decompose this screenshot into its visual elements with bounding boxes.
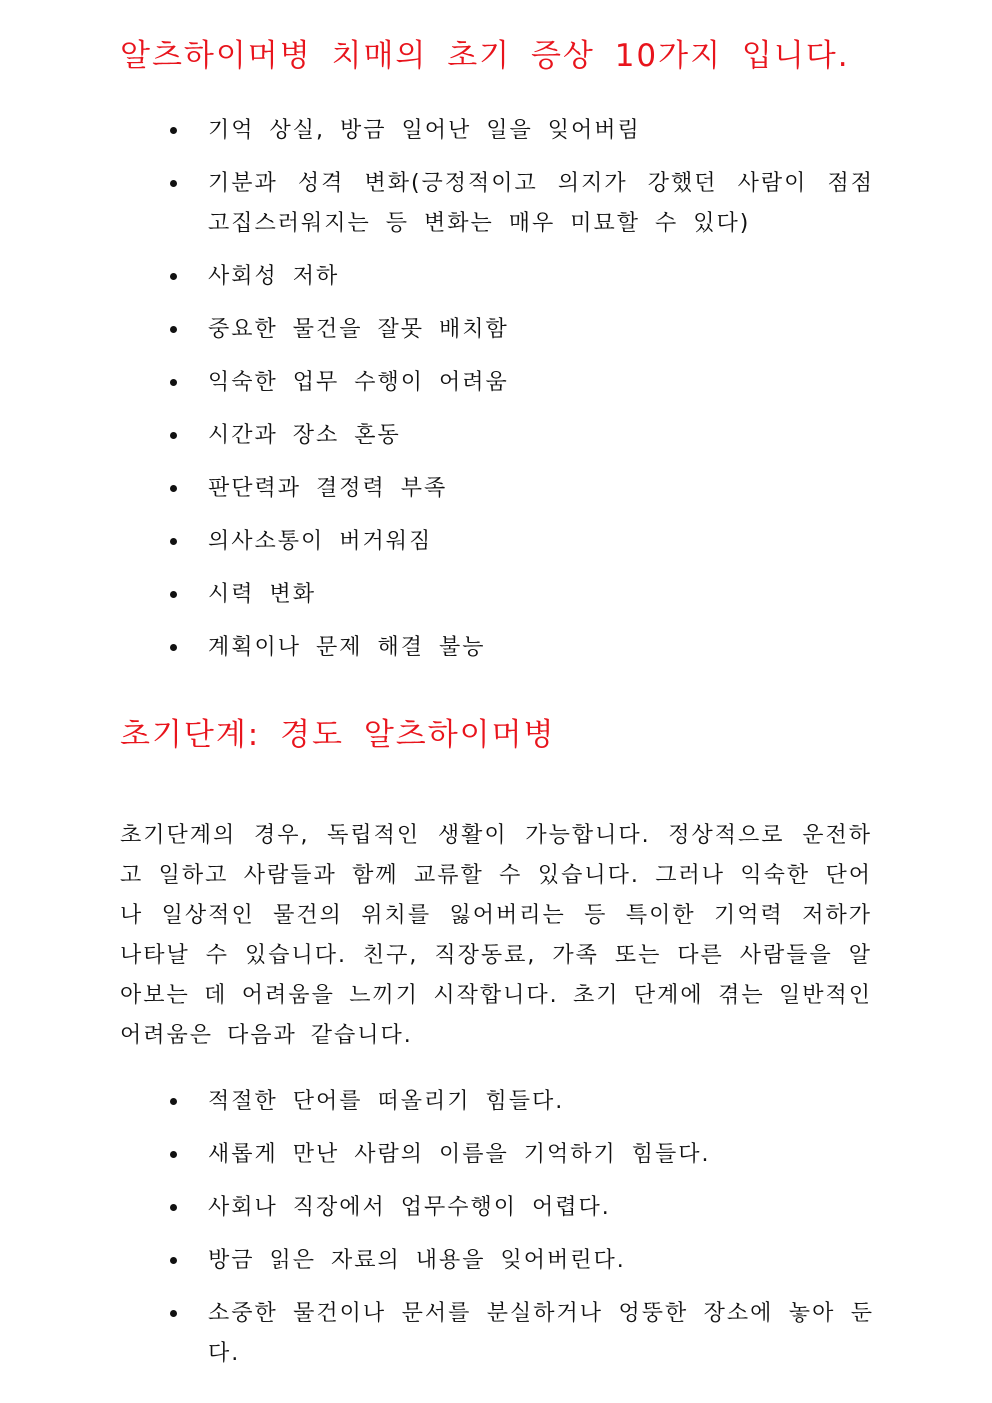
list-item-text: 새롭게 만난 사람의 이름을 기억하기 힘들다. (208, 1142, 711, 1167)
bullet-icon (170, 1204, 177, 1211)
bullet-icon (170, 273, 177, 280)
list-item-text: 의사소통이 버거워짐 (208, 529, 433, 554)
bullet-icon (170, 1098, 177, 1105)
list-item (168, 164, 874, 244)
bullet-icon (170, 591, 177, 598)
list-item (168, 257, 874, 297)
early-stage-paragraph: 초기단계의 경우, 독립적인 생활이 가능합니다. 정상적으로 운전하고 일하고 사람들과 함께 교류할 수 있습니다. 그러나 익숙한 단어나 일상적인 물건의 위치를 잃어버리는 등 특이한 기억력 저하가 나타날 수 있습니다. 친구, 직장동료, 가족 또는 다른 사람들을 알아보는 데 어려움을 느끼기 시작합니다. 초기 단계에 겪는 일반적인 어려움은 다음과 같습니다. (120, 823, 872, 1048)
bullet-icon (170, 485, 177, 492)
bullet-icon (170, 127, 177, 134)
bullet-icon (170, 1151, 177, 1158)
list-item-text: 판단력과 결정력 부족 (208, 476, 448, 501)
list-item (168, 1082, 874, 1122)
bullet-icon (170, 1257, 177, 1264)
list-item-text: 중요한 물건을 잘못 배치함 (208, 317, 509, 342)
bullet-icon (170, 644, 177, 651)
list-item-text: 기억 상실, 방금 일어난 일을 잊어버림 (208, 118, 641, 143)
bullet-icon (170, 1310, 177, 1317)
list-item-text: 사회성 저하 (208, 264, 340, 289)
heading-early-symptoms: 알츠하이머병 치매의 초기 증상 10가지 입니다. (120, 38, 850, 74)
list-item (168, 469, 874, 509)
list-item (168, 111, 874, 151)
list-item (168, 416, 874, 456)
list-item (168, 1135, 874, 1175)
list-item-text: 사회나 직장에서 업무수행이 어렵다. (208, 1195, 611, 1220)
bullet-icon (170, 432, 177, 439)
list-item-text: 소중한 물건이나 문서를 분실하거나 엉뚱한 장소에 놓아 둔다. (208, 1301, 874, 1366)
list-item (168, 522, 874, 562)
list-item-text: 기분과 성격 변화(긍정적이고 의지가 강했던 사람이 점점 고집스러워지는 등 변화는 매우 미묘할 수 있다) (208, 171, 874, 236)
bullet-icon (170, 379, 177, 386)
symptom-list (168, 111, 874, 681)
list-item (168, 1241, 874, 1281)
heading-early-stage: 초기단계: 경도 알츠하이머병 (120, 717, 556, 753)
list-item (168, 575, 874, 615)
list-item (168, 363, 874, 403)
list-item-text: 시간과 장소 혼동 (208, 423, 401, 448)
list-item-text: 방금 읽은 자료의 내용을 잊어버린다. (208, 1248, 626, 1273)
list-item (168, 1188, 874, 1228)
list-item (168, 628, 874, 668)
list-item-text: 시력 변화 (208, 582, 317, 607)
list-item (168, 310, 874, 350)
list-item-text: 계획이나 문제 해결 불능 (208, 635, 486, 660)
bullet-icon (170, 326, 177, 333)
list-item-text: 적절한 단어를 떠올리기 힘들다. (208, 1089, 565, 1114)
bullet-icon (170, 538, 177, 545)
difficulty-list (168, 1082, 874, 1387)
list-item (168, 1294, 874, 1374)
bullet-icon (170, 180, 177, 187)
list-item-text: 익숙한 업무 수행이 어려움 (208, 370, 509, 395)
